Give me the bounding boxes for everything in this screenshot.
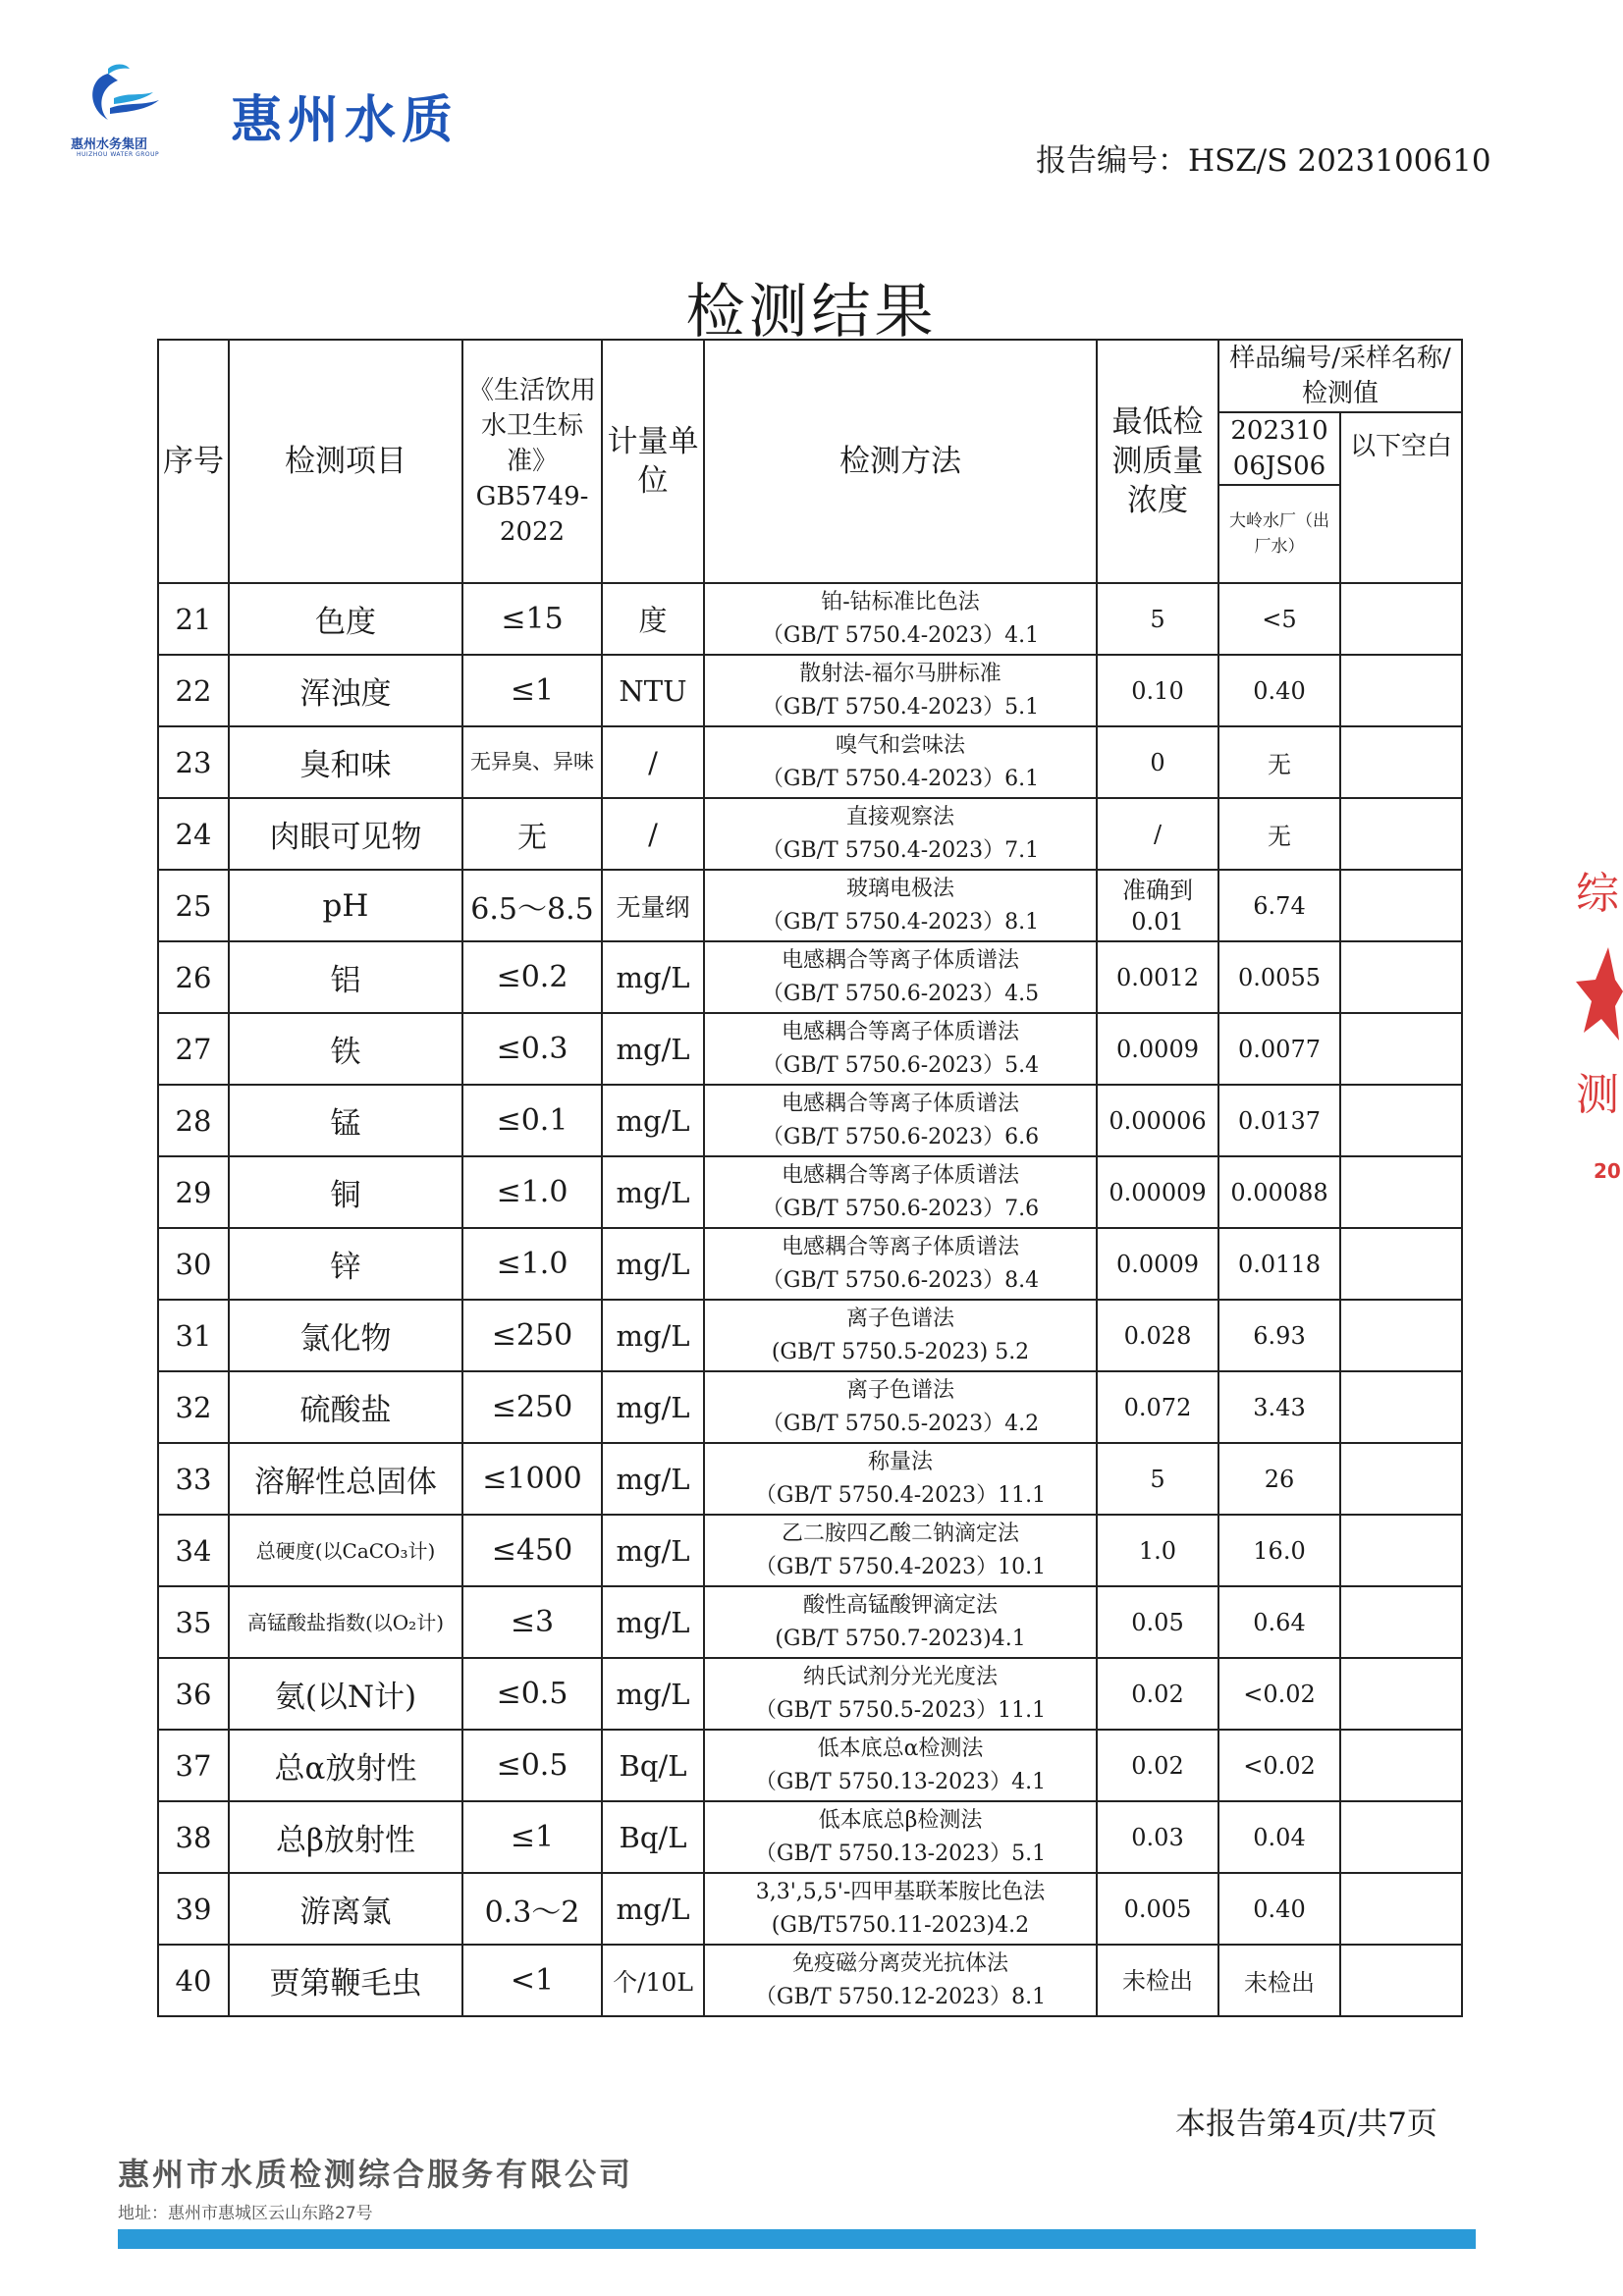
row-value: 未检出	[1218, 1945, 1340, 2016]
method-name: 低本底总β检测法	[818, 1807, 983, 1833]
row-value: <0.02	[1218, 1658, 1340, 1730]
row-unit: 个/10L	[602, 1945, 704, 2016]
table-row	[158, 1873, 1462, 1945]
row-limit: ≤1.0	[462, 1156, 602, 1228]
row-unit: /	[602, 798, 704, 870]
method-name: 铂-钴标准比色法	[821, 589, 980, 614]
row-limit: ≤450	[462, 1515, 602, 1586]
method-ref: (GB/T 5750.5-2023) 5.2	[771, 1339, 1030, 1364]
method-name: 酸性高锰酸钾滴定法	[802, 1592, 998, 1618]
footer-address: 地址：惠州市惠城区云山东路27号	[118, 2204, 373, 2223]
method-ref: （GB/T 5750.6-2023）8.4	[761, 1267, 1040, 1293]
row-unit: /	[602, 726, 704, 798]
method-name: 离子色谱法	[845, 1306, 954, 1331]
row-blank	[1340, 870, 1462, 941]
table-row	[158, 1085, 1462, 1156]
row-value: 0.0055	[1218, 941, 1340, 1013]
row-method	[704, 726, 1097, 798]
row-min: 0.00006	[1097, 1085, 1218, 1156]
method-name: 低本底总α检测法	[817, 1735, 984, 1761]
row-limit: ≤250	[462, 1371, 602, 1443]
row-limit: 无异臭、异味	[462, 726, 602, 798]
method-name: 纳氏试剂分光光度法	[802, 1664, 998, 1689]
row-no: 27	[158, 1013, 229, 1085]
row-method	[704, 1228, 1097, 1300]
row-no: 38	[158, 1801, 229, 1873]
method-ref: （GB/T 5750.5-2023）11.1	[754, 1697, 1047, 1723]
row-no: 34	[158, 1515, 229, 1586]
row-blank	[1340, 1228, 1462, 1300]
header-standard: 《生活饮用水卫生标准》GB5749-2022	[462, 340, 602, 583]
row-method	[704, 1443, 1097, 1515]
row-method	[704, 1300, 1097, 1371]
table-row	[158, 1586, 1462, 1658]
header-min-conc: 最低检测质量浓度	[1097, 340, 1218, 583]
row-blank	[1340, 1586, 1462, 1658]
row-no: 30	[158, 1228, 229, 1300]
method-ref: （GB/T 5750.5-2023）4.2	[761, 1411, 1040, 1436]
table-row	[158, 941, 1462, 1013]
row-item: 游离氯	[229, 1873, 462, 1945]
row-blank	[1340, 726, 1462, 798]
row-no: 40	[158, 1945, 229, 2016]
row-limit: ≤250	[462, 1300, 602, 1371]
row-value: 6.74	[1218, 870, 1340, 941]
row-blank	[1340, 583, 1462, 655]
method-name: 电感耦合等离子体质谱法	[781, 1162, 1019, 1188]
row-min: 0.03	[1097, 1801, 1218, 1873]
row-limit: ≤15	[462, 583, 602, 655]
row-blank	[1340, 1730, 1462, 1801]
svg-text:20: 20	[1594, 1159, 1621, 1183]
row-limit: ≤0.1	[462, 1085, 602, 1156]
row-no: 26	[158, 941, 229, 1013]
row-blank	[1340, 1658, 1462, 1730]
table-row	[158, 655, 1462, 726]
row-min: 1.0	[1097, 1515, 1218, 1586]
row-unit: 度	[602, 583, 704, 655]
row-unit: NTU	[602, 655, 704, 726]
row-min: 0.02	[1097, 1730, 1218, 1801]
row-unit: Bq/L	[602, 1730, 704, 1801]
method-ref: (GB/T5750.11-2023)4.2	[771, 1912, 1030, 1938]
water-drop-logo-icon	[69, 59, 187, 137]
row-method	[704, 870, 1097, 941]
header-no: 序号	[158, 340, 229, 583]
method-name: 玻璃电极法	[845, 876, 954, 901]
row-method	[704, 798, 1097, 870]
method-ref: （GB/T 5750.4-2023）10.1	[754, 1554, 1047, 1579]
method-ref: （GB/T 5750.4-2023）8.1	[761, 909, 1040, 934]
row-method	[704, 1945, 1097, 2016]
method-ref: （GB/T 5750.13-2023）4.1	[754, 1769, 1047, 1794]
footer-bar	[118, 2229, 1476, 2249]
row-blank	[1340, 1156, 1462, 1228]
row-item: 氨(以N计)	[229, 1658, 462, 1730]
row-limit: ≤0.3	[462, 1013, 602, 1085]
row-blank	[1340, 1801, 1462, 1873]
page-title: 检测结果	[685, 278, 938, 347]
row-no: 36	[158, 1658, 229, 1730]
row-item: 色度	[229, 583, 462, 655]
row-value: 0.0118	[1218, 1228, 1340, 1300]
row-unit: Bq/L	[602, 1801, 704, 1873]
table-row	[158, 1515, 1462, 1586]
logo-subtext: HUIZHOU WATER GROUP	[77, 151, 160, 158]
row-unit: mg/L	[602, 1156, 704, 1228]
table-row	[158, 1371, 1462, 1443]
row-method	[704, 1658, 1097, 1730]
row-value: <5	[1218, 583, 1340, 655]
row-item: 高锰酸盐指数(以O₂计)	[229, 1586, 462, 1658]
method-ref: （GB/T 5750.6-2023）6.6	[761, 1124, 1040, 1149]
page-info: 本报告第4页/共7页	[1175, 2107, 1437, 2142]
table-row	[158, 1156, 1462, 1228]
row-unit: mg/L	[602, 1085, 704, 1156]
header-method: 检测方法	[704, 340, 1097, 583]
row-no: 39	[158, 1873, 229, 1945]
method-name: 免疫磁分离荧光抗体法	[791, 1950, 1008, 1976]
row-limit: ≤1	[462, 655, 602, 726]
row-item: 锌	[229, 1228, 462, 1300]
row-value: <0.02	[1218, 1730, 1340, 1801]
row-unit: mg/L	[602, 1300, 704, 1371]
svg-text:测: 测	[1576, 1070, 1619, 1120]
table-row	[158, 798, 1462, 870]
row-no: 33	[158, 1443, 229, 1515]
method-ref: （GB/T 5750.6-2023）4.5	[761, 981, 1040, 1006]
row-blank	[1340, 1013, 1462, 1085]
row-min: 0.02	[1097, 1658, 1218, 1730]
row-limit: 6.5～8.5	[462, 870, 602, 941]
row-item: 硫酸盐	[229, 1371, 462, 1443]
row-min: 0.10	[1097, 655, 1218, 726]
table-row	[158, 1658, 1462, 1730]
method-ref: （GB/T 5750.13-2023）5.1	[754, 1841, 1047, 1866]
method-name: 电感耦合等离子体质谱法	[781, 947, 1019, 973]
row-blank	[1340, 798, 1462, 870]
brand-title: 惠州水质	[231, 91, 460, 150]
row-unit: mg/L	[602, 941, 704, 1013]
row-unit: mg/L	[602, 1013, 704, 1085]
row-blank	[1340, 1300, 1462, 1371]
row-method	[704, 941, 1097, 1013]
row-item: 铝	[229, 941, 462, 1013]
row-no: 35	[158, 1586, 229, 1658]
table-row	[158, 1801, 1462, 1873]
row-unit: mg/L	[602, 1586, 704, 1658]
row-min: 0.0009	[1097, 1228, 1218, 1300]
row-min: 0.05	[1097, 1586, 1218, 1658]
row-no: 25	[158, 870, 229, 941]
row-min: 准确到0.01	[1097, 870, 1218, 941]
row-unit: mg/L	[602, 1515, 704, 1586]
row-no: 23	[158, 726, 229, 798]
table-row	[158, 1945, 1462, 2016]
header-sample-blank: 以下空白	[1340, 412, 1462, 583]
row-limit: 无	[462, 798, 602, 870]
row-method	[704, 1801, 1097, 1873]
method-name: 离子色谱法	[845, 1377, 954, 1403]
method-ref: （GB/T 5750.6-2023）7.6	[761, 1196, 1040, 1221]
row-limit: ≤1.0	[462, 1228, 602, 1300]
row-method	[704, 1873, 1097, 1945]
row-item: 溶解性总固体	[229, 1443, 462, 1515]
row-min: 5	[1097, 583, 1218, 655]
row-limit: ≤0.2	[462, 941, 602, 1013]
row-limit: ≤3	[462, 1586, 602, 1658]
row-item: 铜	[229, 1156, 462, 1228]
row-blank	[1340, 1443, 1462, 1515]
row-value: 无	[1218, 798, 1340, 870]
method-name: 散射法-福尔马肼标准	[799, 661, 1001, 686]
row-blank	[1340, 1945, 1462, 2016]
row-method	[704, 1515, 1097, 1586]
row-limit: ≤0.5	[462, 1658, 602, 1730]
row-unit: mg/L	[602, 1873, 704, 1945]
row-limit: ≤0.5	[462, 1730, 602, 1801]
results-table	[157, 339, 1463, 2017]
method-ref: （GB/T 5750.12-2023）8.1	[754, 1984, 1047, 2009]
row-value: 26	[1218, 1443, 1340, 1515]
seal-stamp	[1554, 854, 1623, 1188]
header-sample-id: 20231006JS06	[1218, 412, 1340, 485]
method-name: 电感耦合等离子体质谱法	[781, 1234, 1019, 1259]
row-no: 28	[158, 1085, 229, 1156]
row-unit: mg/L	[602, 1371, 704, 1443]
row-value: 3.43	[1218, 1371, 1340, 1443]
row-min: 5	[1097, 1443, 1218, 1515]
row-item: 氯化物	[229, 1300, 462, 1371]
row-value: 0.0137	[1218, 1085, 1340, 1156]
row-item: 锰	[229, 1085, 462, 1156]
table-row	[158, 1443, 1462, 1515]
method-ref: （GB/T 5750.4-2023）6.1	[761, 766, 1040, 791]
row-value: 0.0077	[1218, 1013, 1340, 1085]
row-limit: ≤1	[462, 1801, 602, 1873]
method-name: 直接观察法	[845, 804, 954, 829]
row-method	[704, 1156, 1097, 1228]
row-method	[704, 1371, 1097, 1443]
row-method	[704, 1730, 1097, 1801]
row-item: 总硬度(以CaCO₃计)	[229, 1515, 462, 1586]
row-method	[704, 1013, 1097, 1085]
row-item: 铁	[229, 1013, 462, 1085]
row-min: 0.072	[1097, 1371, 1218, 1443]
method-ref: （GB/T 5750.4-2023）11.1	[754, 1482, 1047, 1508]
method-ref: (GB/T 5750.7-2023)4.1	[775, 1626, 1026, 1651]
table-row	[158, 583, 1462, 655]
row-blank	[1340, 655, 1462, 726]
row-no: 29	[158, 1156, 229, 1228]
header-sample-name: 大岭水厂（出厂水）	[1218, 485, 1340, 583]
row-min: 未检出	[1097, 1945, 1218, 2016]
row-min: 0.0012	[1097, 941, 1218, 1013]
header-sample-group: 样品编号/采样名称/检测值	[1218, 340, 1462, 412]
row-item: 肉眼可见物	[229, 798, 462, 870]
row-blank	[1340, 1085, 1462, 1156]
row-limit: ≤1000	[462, 1443, 602, 1515]
method-name: 嗅气和尝味法	[835, 732, 965, 758]
row-value: 0.64	[1218, 1586, 1340, 1658]
row-blank	[1340, 1515, 1462, 1586]
method-name: 电感耦合等离子体质谱法	[781, 1091, 1019, 1116]
row-no: 31	[158, 1300, 229, 1371]
svg-text:综: 综	[1576, 869, 1619, 919]
row-value: 无	[1218, 726, 1340, 798]
row-item: 总α放射性	[229, 1730, 462, 1801]
seal-icon	[1554, 854, 1623, 1188]
method-name: 称量法	[867, 1449, 933, 1474]
row-value: 0.40	[1218, 1873, 1340, 1945]
row-method	[704, 1085, 1097, 1156]
logo-text: 惠州水务集团	[71, 137, 148, 152]
method-ref: （GB/T 5750.4-2023）5.1	[761, 694, 1040, 720]
row-item: 总β放射性	[229, 1801, 462, 1873]
header-unit: 计量单位	[602, 340, 704, 583]
row-item: 臭和味	[229, 726, 462, 798]
row-no: 24	[158, 798, 229, 870]
row-value: 6.93	[1218, 1300, 1340, 1371]
method-name: 电感耦合等离子体质谱法	[781, 1019, 1019, 1044]
row-blank	[1340, 941, 1462, 1013]
row-unit: mg/L	[602, 1443, 704, 1515]
row-min: 0.028	[1097, 1300, 1218, 1371]
method-name: 乙二胺四乙酸二钠滴定法	[781, 1521, 1019, 1546]
row-method	[704, 1586, 1097, 1658]
row-blank	[1340, 1873, 1462, 1945]
row-item: 贾第鞭毛虫	[229, 1945, 462, 2016]
row-value: 0.40	[1218, 655, 1340, 726]
method-name: 3,3',5,5'-四甲基联苯胺比色法	[755, 1879, 1046, 1904]
table-row	[158, 1730, 1462, 1801]
header-item: 检测项目	[229, 340, 462, 583]
row-min: 0	[1097, 726, 1218, 798]
table-row	[158, 726, 1462, 798]
row-no: 37	[158, 1730, 229, 1801]
table-row	[158, 870, 1462, 941]
row-value: 0.00088	[1218, 1156, 1340, 1228]
row-value: 0.04	[1218, 1801, 1340, 1873]
report-number: 报告编号：HSZ/S 2023100610	[1036, 143, 1491, 179]
row-limit: 0.3～2	[462, 1873, 602, 1945]
table-row	[158, 1228, 1462, 1300]
row-item: pH	[229, 870, 462, 941]
row-min: /	[1097, 798, 1218, 870]
row-min: 0.00009	[1097, 1156, 1218, 1228]
method-ref: （GB/T 5750.6-2023）5.4	[761, 1052, 1040, 1078]
row-no: 21	[158, 583, 229, 655]
row-value: 16.0	[1218, 1515, 1340, 1586]
row-limit: <1	[462, 1945, 602, 2016]
row-item: 浑浊度	[229, 655, 462, 726]
row-unit: mg/L	[602, 1658, 704, 1730]
row-method	[704, 583, 1097, 655]
row-method	[704, 655, 1097, 726]
row-no: 32	[158, 1371, 229, 1443]
header-row	[158, 340, 1462, 412]
table-row	[158, 1300, 1462, 1371]
method-ref: （GB/T 5750.4-2023）4.1	[761, 622, 1040, 648]
row-blank	[1340, 1371, 1462, 1443]
row-unit: mg/L	[602, 1228, 704, 1300]
row-min: 0.0009	[1097, 1013, 1218, 1085]
row-unit: 无量纲	[602, 870, 704, 941]
table-row	[158, 1013, 1462, 1085]
footer-company: 惠州市水质检测综合服务有限公司	[118, 2156, 634, 2193]
method-ref: （GB/T 5750.4-2023）7.1	[761, 837, 1040, 863]
row-no: 22	[158, 655, 229, 726]
row-min: 0.005	[1097, 1873, 1218, 1945]
